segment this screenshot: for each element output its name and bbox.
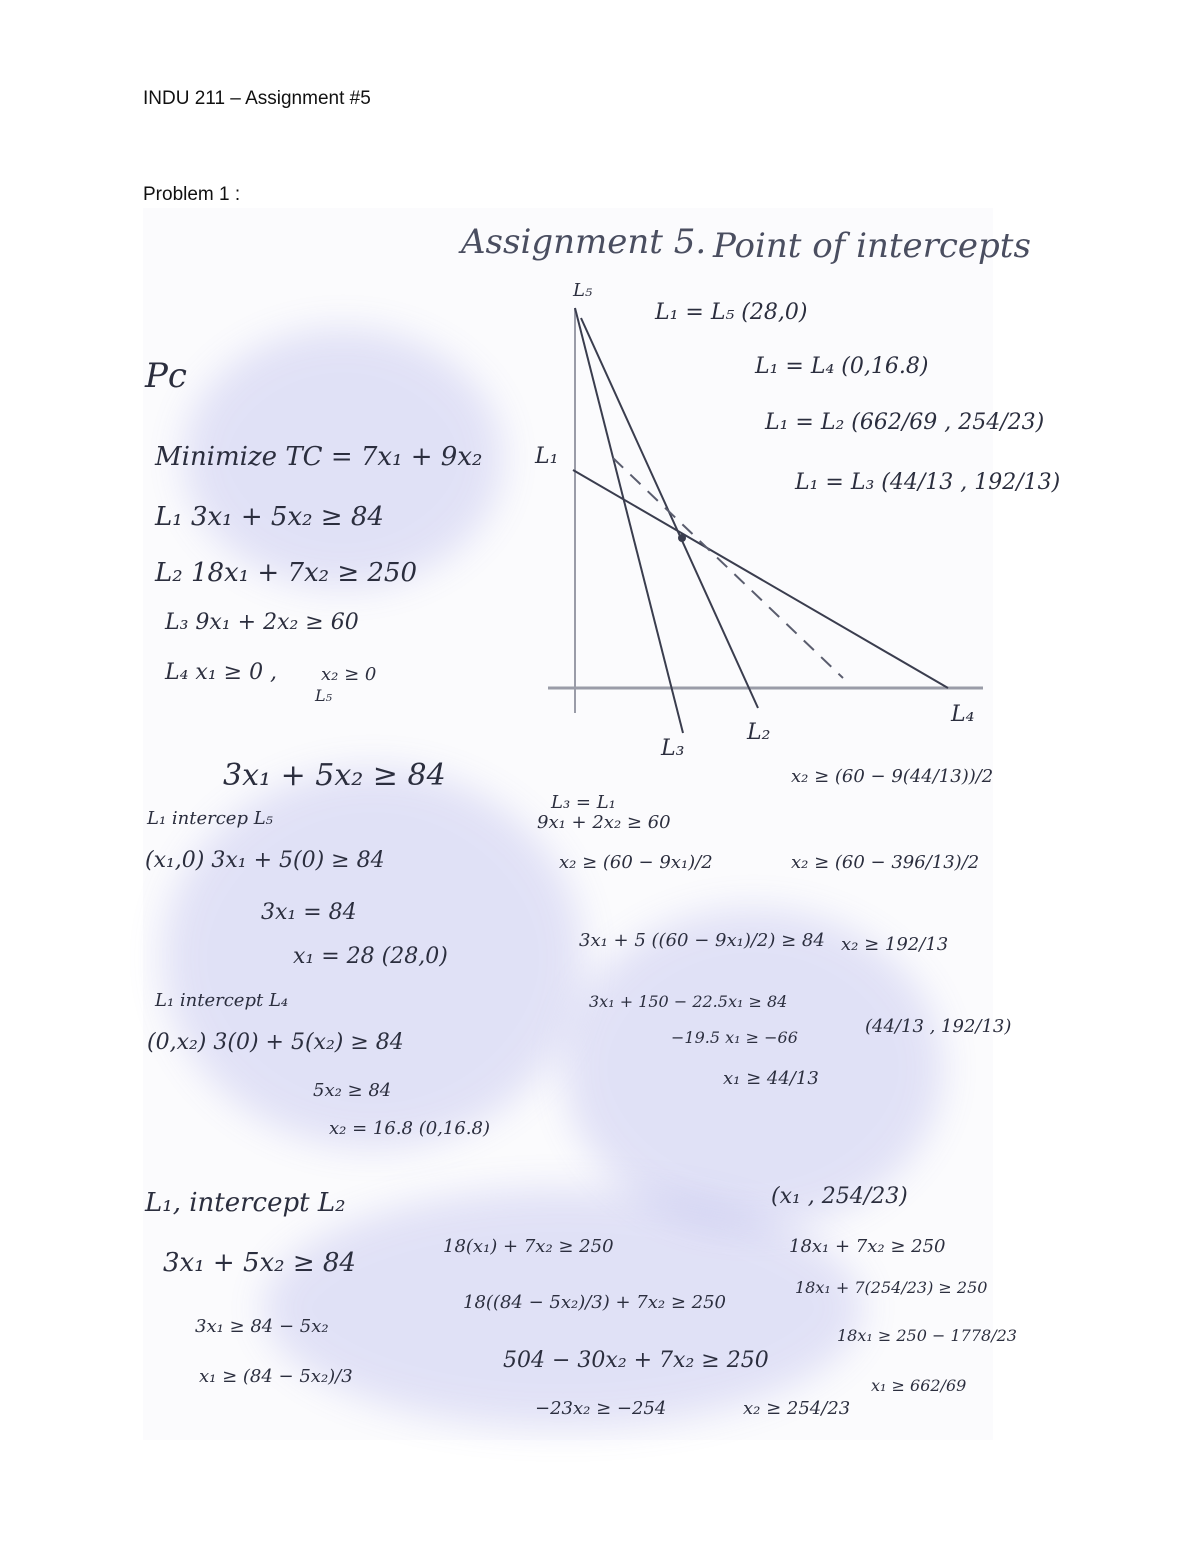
work-e3: 504 − 30x₂ + 7x₂ ≥ 250 [503, 1348, 769, 1373]
work-f5: x₁ ≥ 662/69 [871, 1376, 967, 1395]
work-e4: −23x₂ ≥ −254 [535, 1398, 667, 1419]
axis-label-l4: L₄ [951, 702, 975, 727]
point-l1-l4: L₁ = L₄ (0,16.8) [755, 354, 929, 379]
notes-heading-left: Assignment 5. [461, 222, 707, 262]
work-c1: x₂ ≥ (60 − 9(44/13))/2 [791, 766, 994, 787]
constraint-l5: x₂ ≥ 0 [321, 664, 377, 685]
point-l1-l3: L₁ = L₃ (44/13 , 192/13) [795, 470, 1061, 495]
work-b6: −19.5 x₁ ≥ −66 [671, 1028, 798, 1047]
work-b7: x₁ ≥ 44/13 [723, 1068, 819, 1089]
document-title: INDU 211 – Assignment #5 [143, 88, 371, 109]
work-b5: 3x₁ + 150 − 22.5x₁ ≥ 84 [589, 992, 788, 1011]
work-a7: (0,x₂) 3(0) + 5(x₂) ≥ 84 [147, 1030, 404, 1055]
pc-label: Pc [145, 356, 187, 396]
objective-function: Minimize TC = 7x₁ + 9x₂ [155, 442, 483, 472]
work-f3: 18x₁ + 7(254/23) ≥ 250 [795, 1278, 988, 1297]
work-f4: 18x₁ ≥ 250 − 1778/23 [837, 1326, 1017, 1345]
axis-label-l2: L₂ [747, 720, 771, 745]
work-e1: 18(x₁) + 7x₂ ≥ 250 [443, 1236, 614, 1257]
constraint-l2: L₂ 18x₁ + 7x₂ ≥ 250 [155, 558, 418, 588]
work-c2: x₂ ≥ (60 − 396/13)/2 [791, 852, 980, 873]
handwritten-scan [143, 208, 1061, 1440]
work-a2: L₁ intercep L₅ [147, 808, 273, 829]
point-l1-l5: L₁ = L₅ (28,0) [655, 300, 808, 325]
notes-heading-right: Point of intercepts [713, 226, 1031, 266]
work-d1: L₁, intercept L₂ [145, 1188, 346, 1218]
work-a9: x₂ = 16.8 (0,16.8) [329, 1118, 490, 1139]
work-c4: (44/13 , 192/13) [865, 1016, 1012, 1037]
work-b2: 9x₁ + 2x₂ ≥ 60 [537, 812, 671, 833]
work-d3: 3x₁ ≥ 84 − 5x₂ [195, 1316, 329, 1337]
work-a3: (x₁,0) 3x₁ + 5(0) ≥ 84 [145, 848, 385, 873]
work-b3: x₂ ≥ (60 − 9x₁)/2 [559, 852, 713, 873]
work-a8: 5x₂ ≥ 84 [313, 1080, 392, 1101]
work-b1: L₃ = L₁ [551, 792, 616, 813]
work-a1: 3x₁ + 5x₂ ≥ 84 [223, 758, 446, 793]
constraint-l5-label: L₅ [315, 686, 333, 705]
line-l1 [573, 470, 948, 688]
constraint-l3: L₃ 9x₁ + 2x₂ ≥ 60 [165, 610, 359, 635]
axis-label-l3: L₃ [661, 736, 685, 761]
constraint-l1: L₁ 3x₁ + 5x₂ ≥ 84 [155, 502, 384, 532]
line-l3 [575, 308, 683, 733]
work-e2: 18((84 − 5x₂)/3) + 7x₂ ≥ 250 [463, 1292, 726, 1313]
work-a4: 3x₁ = 84 [261, 900, 357, 925]
work-a6: L₁ intercept L₄ [155, 990, 289, 1011]
axis-label-l1: L₁ [535, 444, 559, 469]
point-l1-l2: L₁ = L₂ (662/69 , 254/23) [765, 410, 1045, 435]
problem-label: Problem 1 : [143, 184, 241, 205]
work-e5: x₂ ≥ 254/23 [743, 1398, 851, 1419]
constraint-l4: L₄ x₁ ≥ 0 , [165, 660, 278, 685]
work-c3: x₂ ≥ 192/13 [841, 934, 949, 955]
work-b4: 3x₁ + 5 ((60 − 9x₁)/2) ≥ 84 [579, 930, 825, 951]
axis-label-l5: L₅ [573, 280, 593, 301]
work-d4: x₁ ≥ (84 − 5x₂)/3 [199, 1366, 353, 1387]
work-f1: (x₁ , 254/23) [771, 1184, 908, 1209]
work-d2: 3x₁ + 5x₂ ≥ 84 [163, 1248, 356, 1278]
work-a5: x₁ = 28 (28,0) [293, 944, 448, 969]
work-f2: 18x₁ + 7x₂ ≥ 250 [789, 1236, 946, 1257]
optimal-point [678, 534, 686, 542]
